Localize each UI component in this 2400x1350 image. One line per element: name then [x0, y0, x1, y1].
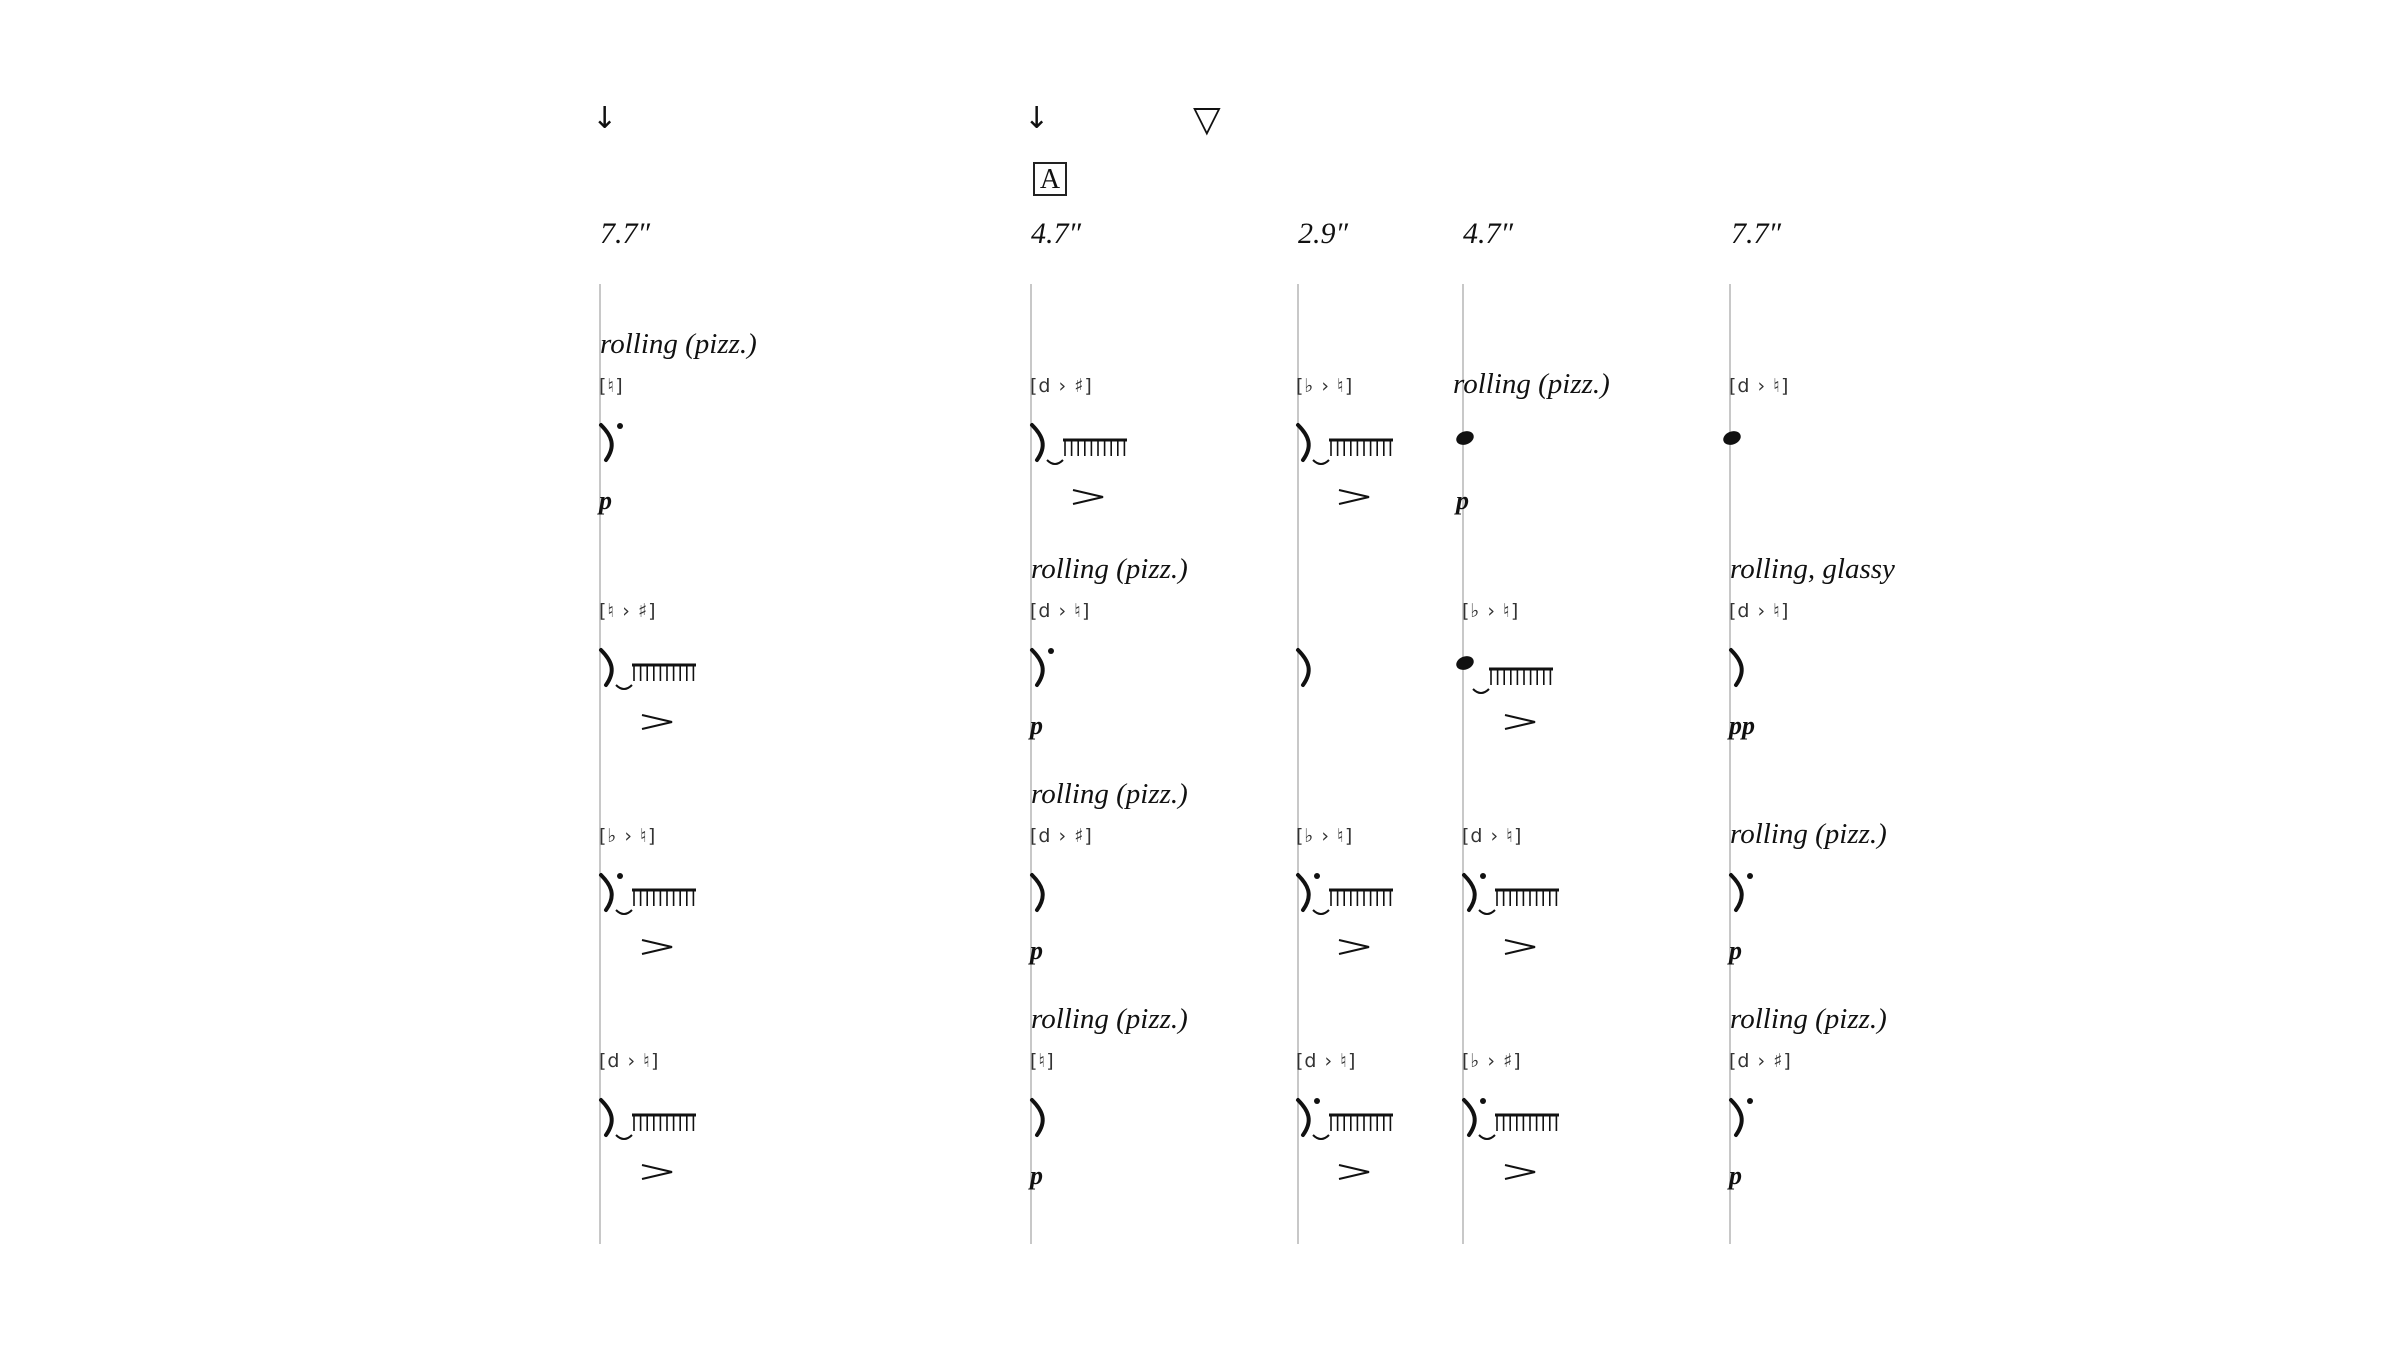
pizz-gesture-icon	[598, 647, 708, 697]
pizz-gesture-icon	[1295, 872, 1405, 922]
pizz-gesture-icon	[598, 422, 708, 472]
dynamic-marking: p	[1729, 1161, 1742, 1190]
down-arrow-icon: ↓	[1024, 101, 1050, 136]
technique-label: rolling (pizz.)	[1031, 778, 1188, 810]
pizz-gesture-icon	[1461, 872, 1571, 922]
pizz-gesture-icon	[1029, 647, 1139, 697]
dynamic-marking: p	[1030, 1161, 1043, 1190]
duration-label: 4.7″	[1463, 217, 1513, 250]
pitch-bracket: [♭ › ♮]	[1462, 600, 1520, 622]
triangle-down-icon: ▽	[1193, 99, 1221, 140]
pitch-bracket: [d › ♮]	[1030, 600, 1091, 622]
pitch-bracket: [♭ › ♮]	[599, 825, 657, 847]
pitch-bracket: [♭ › ♮]	[1296, 825, 1354, 847]
pizz-gesture-icon	[1728, 647, 1838, 697]
decrescendo-icon	[640, 713, 676, 731]
pizz-gesture-icon	[1728, 872, 1838, 922]
pizz-gesture-icon	[1461, 1097, 1571, 1147]
duration-label: 2.9″	[1298, 217, 1348, 250]
pizz-gesture-icon	[1295, 647, 1405, 697]
pitch-bracket: [d › ♮]	[1296, 1050, 1357, 1072]
pitch-bracket: [♮]	[1030, 1050, 1055, 1072]
notehead-icon	[1722, 426, 1832, 476]
pitch-bracket: [d › ♮]	[1729, 375, 1790, 397]
duration-label: 4.7″	[1031, 217, 1081, 250]
decrescendo-icon	[1503, 938, 1539, 956]
pitch-bracket: [♮]	[599, 375, 624, 397]
decrescendo-icon	[640, 1163, 676, 1181]
pitch-bracket: [d › ♮]	[599, 1050, 660, 1072]
rehearsal-mark: A	[1033, 162, 1067, 196]
pizz-gesture-icon	[1295, 422, 1405, 472]
technique-label: rolling (pizz.)	[1031, 553, 1188, 585]
duration-label: 7.7″	[1731, 217, 1781, 250]
pitch-bracket: [d › ♯]	[1030, 825, 1093, 847]
pitch-bracket: [♮ › ♯]	[599, 600, 657, 622]
decrescendo-icon	[1071, 488, 1107, 506]
pitch-bracket: [d › ♮]	[1462, 825, 1523, 847]
duration-label: 7.7″	[600, 217, 650, 250]
technique-label: rolling (pizz.)	[1031, 1003, 1188, 1035]
pitch-bracket: [d › ♯]	[1729, 1050, 1792, 1072]
decrescendo-icon	[1503, 713, 1539, 731]
technique-label: rolling (pizz.)	[1453, 368, 1610, 400]
pizz-gesture-icon	[1029, 422, 1139, 472]
dynamic-marking: p	[1456, 486, 1469, 515]
down-arrow-icon: ↓	[592, 101, 618, 136]
pizz-gesture-icon	[598, 872, 708, 922]
technique-label: rolling (pizz.)	[1730, 1003, 1887, 1035]
dynamic-marking: p	[1030, 711, 1043, 740]
dynamic-marking: pp	[1729, 711, 1755, 740]
decrescendo-icon	[1337, 488, 1373, 506]
pizz-gesture-icon	[1728, 1097, 1838, 1147]
decrescendo-icon	[640, 938, 676, 956]
notehead-icon	[1455, 426, 1565, 476]
pizz-gesture-icon	[598, 1097, 708, 1147]
dynamic-marking: p	[1030, 936, 1043, 965]
decrescendo-icon	[1337, 938, 1373, 956]
pitch-bracket: [d › ♯]	[1030, 375, 1093, 397]
dynamic-marking: p	[599, 486, 612, 515]
dynamic-marking: p	[1729, 936, 1742, 965]
technique-label: rolling (pizz.)	[600, 328, 757, 360]
pizz-gesture-icon	[1029, 1097, 1139, 1147]
pitch-bracket: [♭ › ♯]	[1462, 1050, 1522, 1072]
technique-label: rolling (pizz.)	[1730, 818, 1887, 850]
pitch-bracket: [♭ › ♮]	[1296, 375, 1354, 397]
notehead-icon	[1455, 651, 1565, 701]
technique-label: rolling, glassy	[1730, 553, 1895, 585]
pizz-gesture-icon	[1029, 872, 1139, 922]
pizz-gesture-icon	[1295, 1097, 1405, 1147]
decrescendo-icon	[1337, 1163, 1373, 1181]
pitch-bracket: [d › ♮]	[1729, 600, 1790, 622]
decrescendo-icon	[1503, 1163, 1539, 1181]
